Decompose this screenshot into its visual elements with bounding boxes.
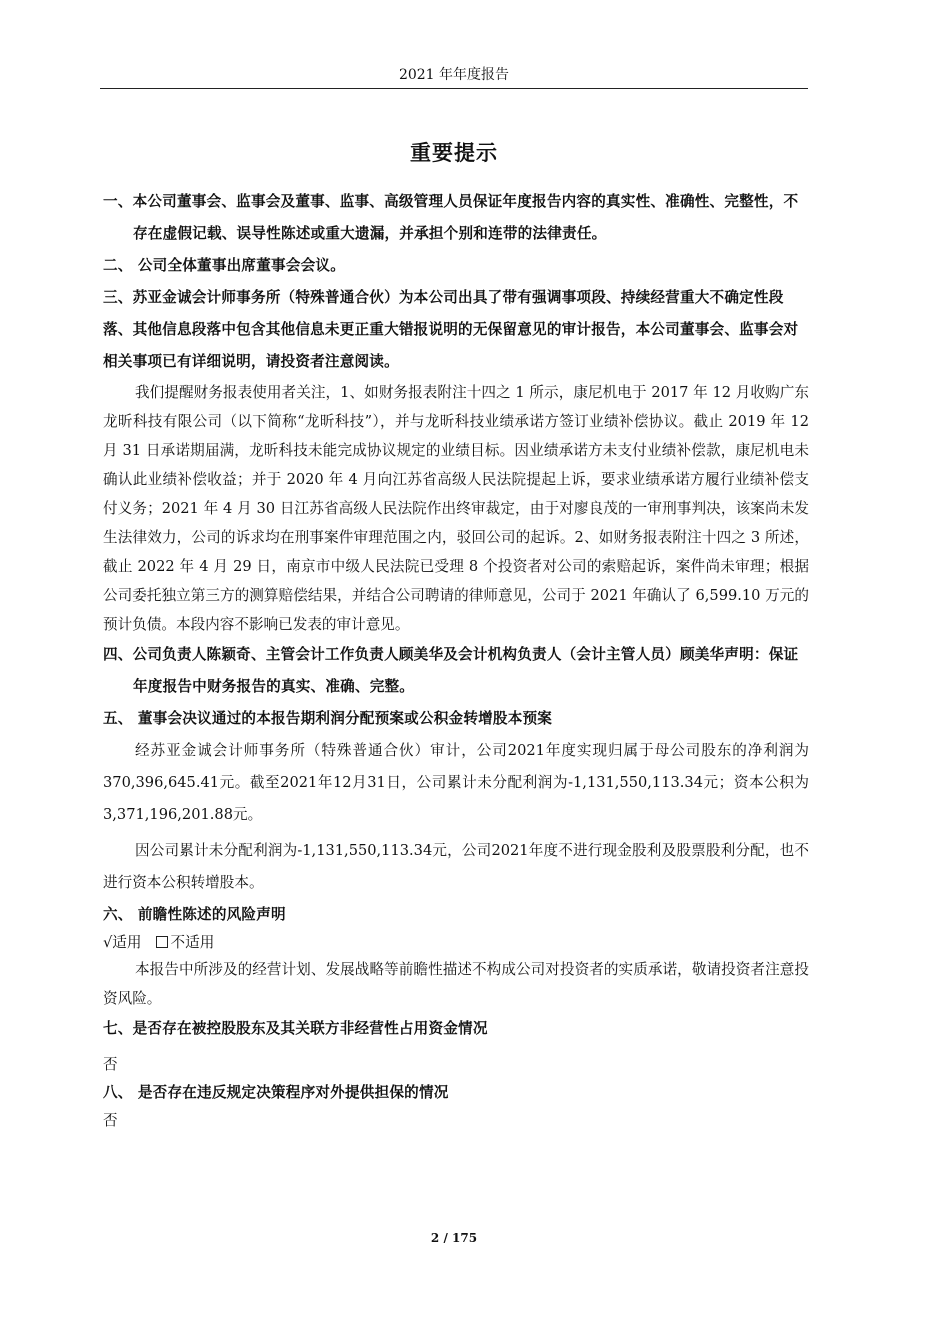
- section-3-paragraph: 我们提醒财务报表使用者关注，1、如财务报表附注十四之 1 所示，康尼机电于 2017 年 12 月收购广东龙昕科技有限公司（以下简称“龙昕科技”），并与龙昕科技业绩承诺方签订业绩补偿协议。截止 2019 年 12 月 31 日承诺期届满，龙昕科技未能完成协议规定的业绩目标。因业绩承诺方未支付业绩补偿款，康尼机电未确认此业绩补偿收益；并于 2020 年 4 月向江苏省高级人民法院提起上诉，要求业绩承诺方履行业绩补偿支付义务；2021 年 4 月 30 日江苏省高级人民法院作出终审裁定，由于对廖良茂的一审刑事判决，该案尚未发生法律效力，公司的诉求均在刑事案件审理范围之内，驳回公司的起诉。2、如财务报表附注十四之 3 所述，截止 2022 年 4 月 29 日，南京市中级人民法院已受理 8 个投资者对公司的索赔起诉，案件尚未审理；根据公司委托独立第三方的测算赔偿结果，并结合公司聘请的律师意见，公司于 2021 年确认了 6,599.10 万元的预计负债。本段内容不影响已发表的审计意见。: [103, 384, 809, 633]
- section-4-heading: 四、公司负责人陈颖奇、主管会计工作负责人顾美华及会计机构负责人（会计主管人员）顾美华声明：保证年度报告中财务报告的真实、准确、完整。: [103, 646, 799, 695]
- page-number: 2 / 175: [430, 1231, 478, 1245]
- page-title: 重要提示: [410, 141, 498, 165]
- section-5-paragraph-1: 经苏亚金诚会计师事务所（特殊普通合伙）审计，公司2021年度实现归属于母公司股东的净利润为370,396,645.41元。截至2021年12月31日，公司累计未分配利润为-1,131,550,113.34元；资本公积为3,371,196,201.88元。: [103, 742, 809, 823]
- section-8-heading: 八、 是否存在违反规定决策程序对外提供担保的情况: [103, 1084, 449, 1101]
- section-7-answer: 否: [103, 1056, 118, 1073]
- applicability-line: [103, 931, 809, 955]
- not-applicable-checkbox: [156, 936, 168, 948]
- section-6-paragraph: 本报告中所涉及的经营计划、发展战略等前瞻性描述不构成公司对投资者的实质承诺，敬请投资者注意投资风险。: [103, 961, 809, 1007]
- applicable-option: √适用: [103, 934, 142, 951]
- section-5-heading: 五、 董事会决议通过的本报告期利润分配预案或公积金转增股本预案: [103, 710, 553, 727]
- section-3-heading: 三、苏亚金诚会计师事务所（特殊普通合伙）为本公司出具了带有强调事项段、持续经营重大不确定性段落、其他信息段落中包含其他信息未更正重大错报说明的无保留意见的审计报告，本公司董事会、监事会对相关事项已有详细说明，请投资者注意阅读。: [103, 289, 799, 370]
- document-body: [103, 186, 809, 1133]
- section-7-heading: 七、是否存在被控股股东及其关联方非经营性占用资金情况: [103, 1020, 488, 1037]
- section-8-answer: 否: [103, 1112, 118, 1129]
- section-6-heading: 六、 前瞻性陈述的风险声明: [103, 906, 286, 923]
- section-5-paragraph-2: 因公司累计未分配利润为-1,131,550,113.34元，公司2021年度不进行现金股利及股票股利分配，也不进行资本公积转增股本。: [103, 842, 809, 891]
- page-header: 2021 年年度报告: [398, 67, 510, 83]
- not-applicable-option: 不适用: [170, 934, 215, 951]
- header-divider: [100, 88, 808, 89]
- section-1-heading: 一、本公司董事会、监事会及董事、监事、高级管理人员保证年度报告内容的真实性、准确性、完整性，不存在虚假记载、误导性陈述或重大遗漏，并承担个别和连带的法律责任。: [103, 193, 799, 242]
- section-2-heading: 二、 公司全体董事出席董事会会议。: [103, 257, 345, 274]
